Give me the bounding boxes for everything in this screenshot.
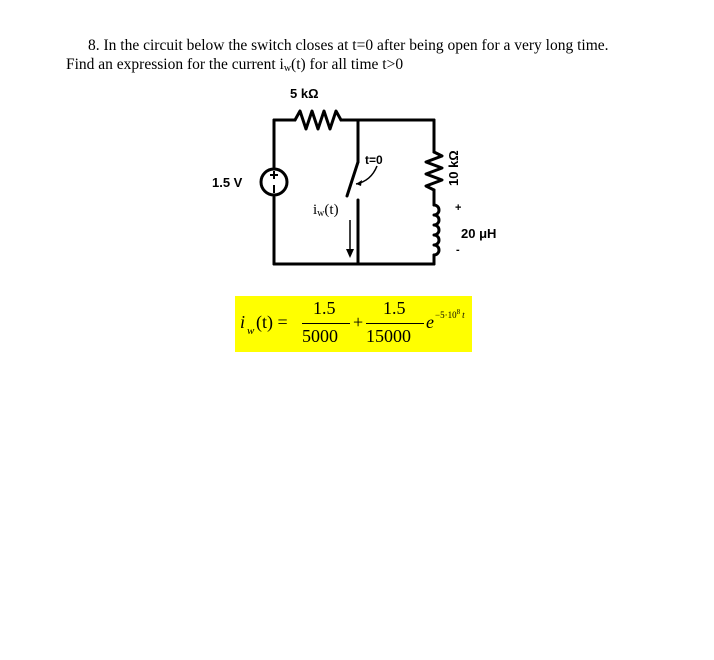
frac2-bar: [366, 323, 424, 324]
frac1-denominator: 5000: [302, 326, 338, 346]
resistor-5k: [295, 111, 341, 129]
current-label: $i_w(t)$: [313, 202, 339, 219]
frac1-numerator: 1.5: [313, 298, 336, 318]
inductor: [434, 205, 439, 255]
switch-blade: [347, 162, 358, 196]
answer-lhs-rest: (t) =: [256, 312, 288, 332]
switch-label: t=0: [365, 153, 383, 167]
frac2-denominator: 15000: [366, 326, 411, 346]
switch-arrow: [356, 166, 377, 184]
resistor-10k: [426, 152, 442, 190]
answer-lhs-i: i: [240, 312, 246, 332]
problem-text-1: In the circuit below the switch closes at t=0 after being open for a very long time.: [103, 37, 609, 54]
exp-base: e: [426, 312, 434, 332]
answer-plus: +: [353, 312, 364, 332]
exp-power: $-5\cdot 10^8$ t: [435, 308, 465, 320]
source-label: 1.5 V: [212, 175, 243, 190]
answer-expression: [235, 296, 472, 352]
frac1-bar: [302, 323, 350, 324]
resistor-5k-label: 5 kΩ: [290, 86, 319, 101]
resistor-10k-label: 10 kΩ: [446, 150, 461, 186]
answer-lhs-sub: w: [247, 325, 255, 337]
problem-line-2: Find an expression for the current $i_w(t)$ for all time t>0: [66, 56, 404, 74]
inductor-minus: -: [456, 244, 460, 256]
inductor-label: 20 μH: [461, 226, 497, 241]
inductor-plus: +: [455, 202, 462, 214]
frac2-numerator: 1.5: [383, 298, 406, 318]
problem-number: 8.: [88, 37, 100, 54]
